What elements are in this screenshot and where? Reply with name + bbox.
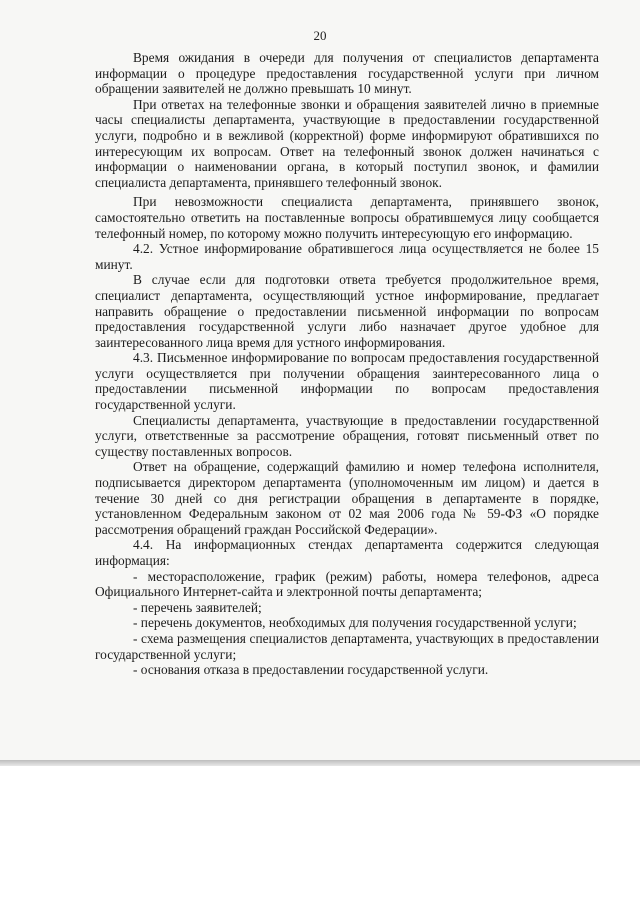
list-item: - перечень заявителей; <box>133 599 262 615</box>
document-body <box>95 50 599 678</box>
paragraph: 4.3. Письменное информирование по вопросам предоставления государственной услуги осуществляется при получении обращения заинтересованного лица о предоставлении письменной информации по вопросам предоставления государственной услуги. <box>95 350 599 413</box>
paragraph: Время ожидания в очереди для получения от специалистов департамента информации о процедуре предоставления государственной услуги при личном обращении заявителей не должно превышать 10 минут. <box>95 50 599 97</box>
list-item: - перечень документов, необходимых для получения государственной услуги; <box>133 615 577 631</box>
paragraph: При ответах на телефонные звонки и обращения заявителей лично в приемные часы специалисты департамента, участвующие в предоставлении государственной услуги, подробно и в вежливой (корректной) форме информируют обратившихся по интересующим их вопросам. Ответ на телефонный звонок должен начинаться с информации о наименовании органа, в который поступил звонок, и фамилии специалиста департамента, принявшего телефонный звонок. <box>95 96 599 190</box>
paragraph: 4.2. Устное информирование обратившегося лица осуществляется не более 15 минут. <box>95 241 599 272</box>
paragraph: Специалисты департамента, участвующие в предоставлении государственной услуги, ответственные за рассмотрение обращения, готовят письменный ответ по существу поставленных вопросов. <box>95 412 599 459</box>
list-item: - основания отказа в предоставлении государственной услуги. <box>133 662 489 678</box>
paragraph: Ответ на обращение, содержащий фамилию и номер телефона исполнителя, подписывается директором департамента (уполномоченным им лицом) и дается в течение 30 дней со дня регистрации обращения в департаменте в порядке, установленном Федеральным законом от 02 мая 2006 года № 59-ФЗ «О порядке рассмотрения обращений граждан Российской Федерации». <box>95 459 599 537</box>
page-edge-shadow <box>0 760 640 766</box>
paragraph: 4.4. На информационных стендах департамента содержится следующая информация: <box>95 537 599 568</box>
list-item: - схема размещения специалистов департамента, участвующих в предоставлении государственной услуги; <box>95 630 599 662</box>
page-number: 20 <box>313 28 327 43</box>
paragraph: В случае если для подготовки ответа требуется продолжительное время, специалист департамента, осуществляющий устное информирование, предлагает направить обращение о предоставлении письменной информации по вопросам предоставления государственной услуги либо назначает другое удобное для заинтересованного лица время для устного информирования. <box>95 272 599 350</box>
paragraph: При невозможности специалиста департамента, принявшего звонок, самостоятельно ответить на поставленные вопросы обратившемуся лицу сообщается телефонный номер, по которому можно получить интересующую его информацию. <box>95 194 599 241</box>
list-item: - месторасположение, график (режим) работы, номера телефонов, адреса Официального Интернет-сайта и электронной почты департамента; <box>95 568 599 600</box>
